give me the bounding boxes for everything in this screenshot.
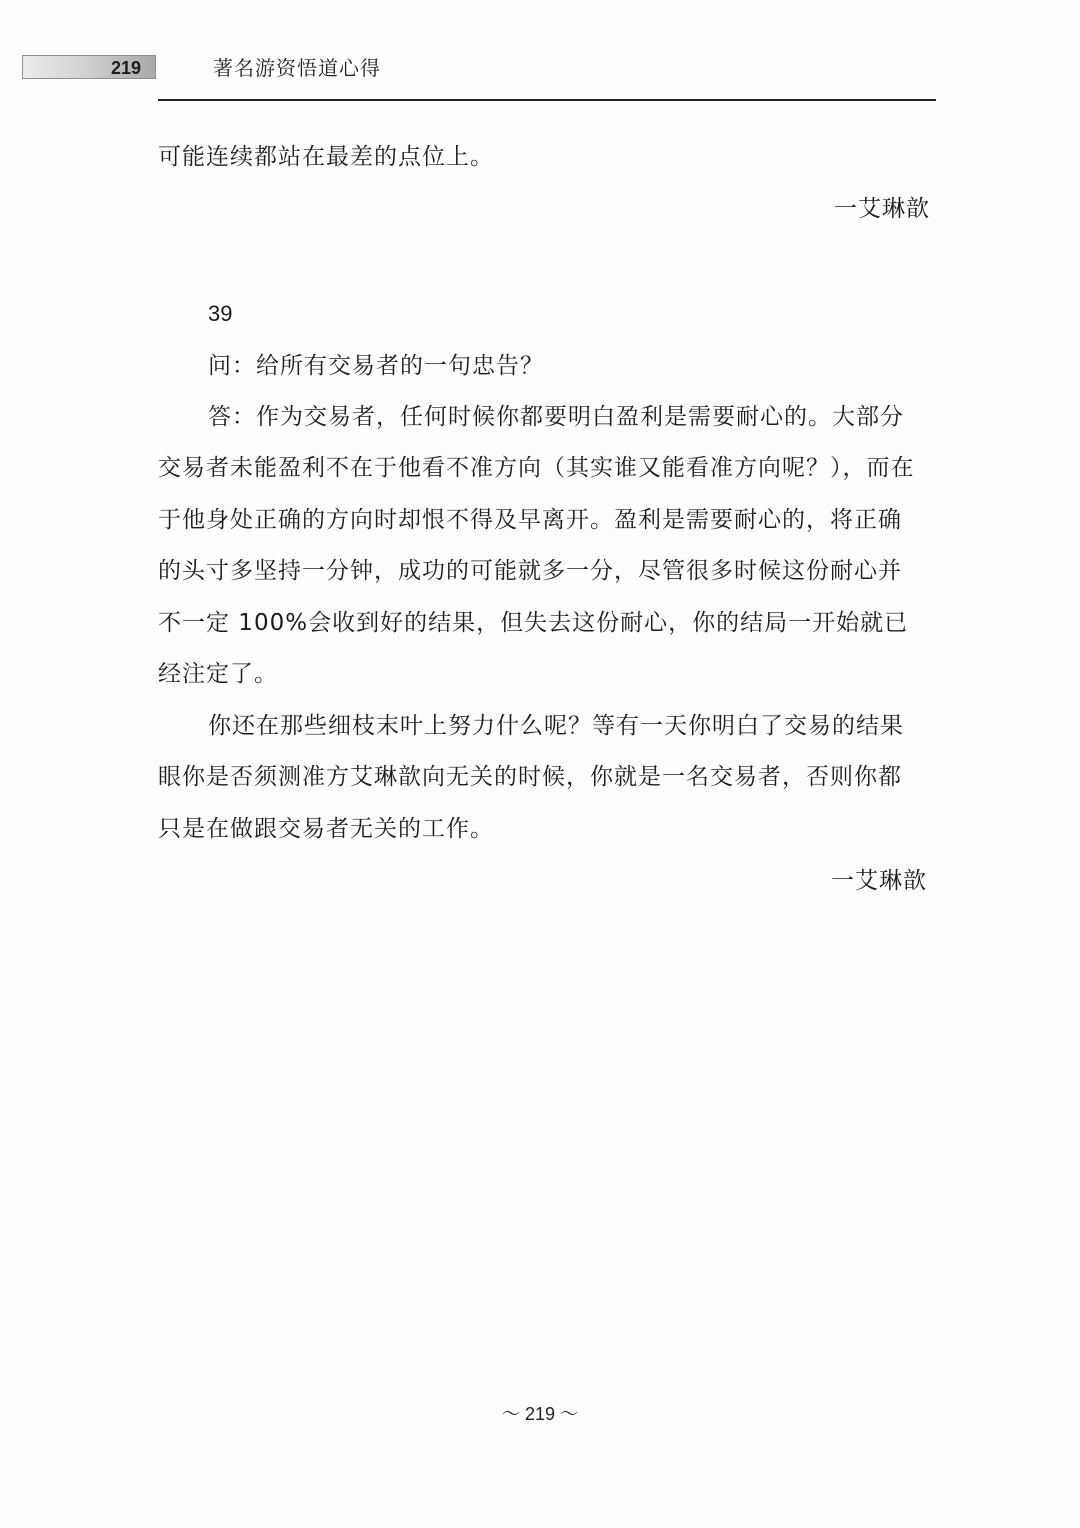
page-number-tab (22, 55, 156, 79)
carry-over-line: 可能连续都站在最差的点位上。 (158, 144, 494, 170)
section-number: 39 (208, 301, 233, 326)
page-tab-number: 219 (110, 58, 141, 78)
question-line: 问：给所有交易者的一句忠告？ (208, 353, 544, 379)
author-signature: 一艾琳歆 (831, 868, 927, 894)
answer-line: 交易者未能盈利不在于他看不准方向（其实谁又能看准方向呢？），而在 (158, 455, 915, 481)
answer-line: 的头寸多坚持一分钟，成功的可能就多一分，尽管很多时候这份耐心并 (158, 558, 902, 584)
book-title: 著名游资悟道心得 (213, 56, 381, 80)
header-divider (158, 99, 936, 101)
answer-line: 经注定了。 (158, 661, 278, 687)
paragraph-line: 眼你是否须测准方艾琳歆向无关的时候，你就是一名交易者，否则你都 (158, 764, 902, 790)
author-signature: 一艾琳歆 (834, 196, 930, 222)
answer-line: 于他身处正确的方向时却恨不得及早离开。盈利是需要耐心的，将正确 (158, 507, 902, 533)
answer-line: 不一定 100%会收到好的结果，但失去这份耐心，你的结局一开始就已 (158, 610, 909, 636)
paragraph-line: 只是在做跟交易者无关的工作。 (158, 816, 494, 842)
footer-page-number: ～ 219 ～ (501, 1404, 579, 1424)
answer-line: 答：作为交易者，任何时候你都要明白盈利是需要耐心的。大部分 (208, 404, 904, 430)
paragraph-line: 你还在那些细枝末叶上努力什么呢？等有一天你明白了交易的结果 (208, 713, 904, 739)
